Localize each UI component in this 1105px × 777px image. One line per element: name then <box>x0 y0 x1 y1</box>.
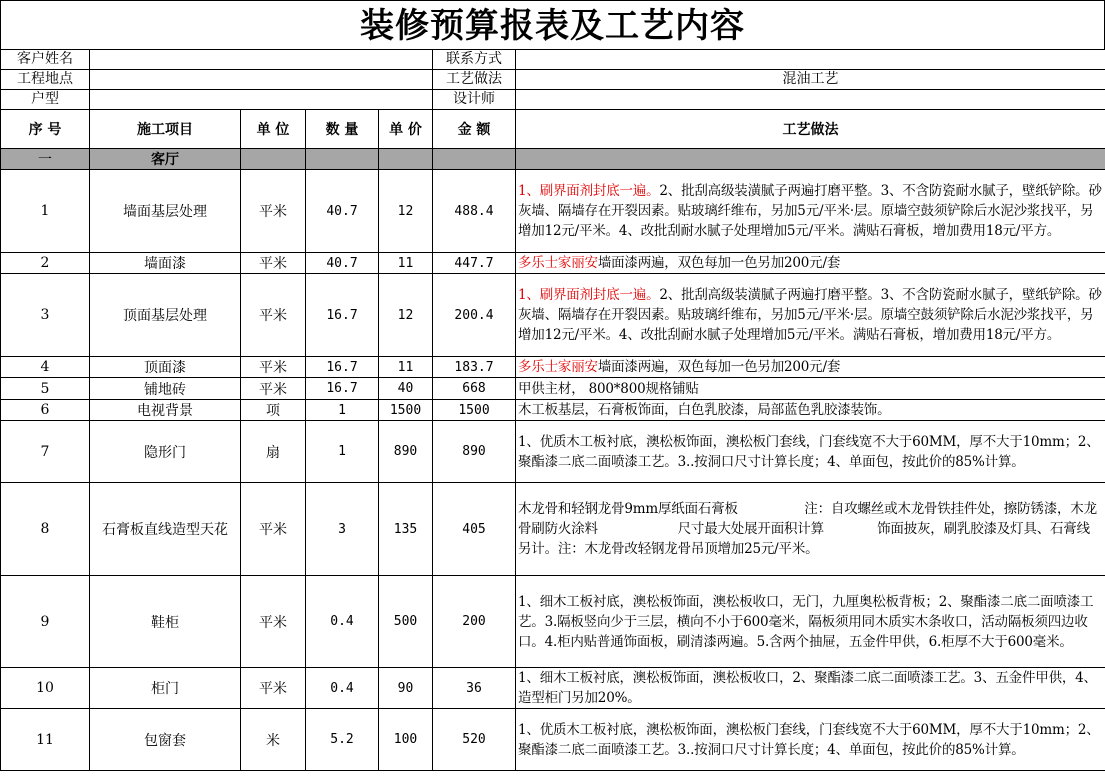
row-item[interactable]: 电视背景 <box>90 400 241 421</box>
row-no[interactable]: 11 <box>1 709 90 771</box>
designer-label: 设计师 <box>433 90 516 110</box>
row-desc-text: 1、优质木工板衬底，澳松板饰面，澳松板门套线，门套线宽不大于60MM，厚不大于10mm；2、聚酯漆二底二面喷漆工艺。3..按洞口尺寸计算长度；4、单面包，按此价的85%计算。 <box>518 721 1100 758</box>
row-unit[interactable]: 扇 <box>241 421 306 483</box>
row-amount[interactable]: 520 <box>433 709 516 771</box>
header-row <box>1 110 1105 149</box>
row-amount[interactable]: 200 <box>433 576 516 668</box>
row-qty[interactable]: 0.4 <box>306 576 379 668</box>
section-name: 客厅 <box>90 149 241 170</box>
row-price[interactable]: 135 <box>379 483 433 576</box>
row-desc-text: 1、细木工板衬底，澳松板饰面，澳松板收口，无门，九厘奥松板背板；2、聚酯漆二底二面喷漆工艺。3.隔板竖向少于三层，横向不小于600毫米，隔板须用同木质实木条收口，活动隔板须四边收口。4.柜内贴普通饰面板，刷清漆两遍。5.含两个抽屉，五金件甲供，6.柜厚不大于600毫米。 <box>518 593 1094 650</box>
table-row <box>1 668 1105 709</box>
table-row <box>1 483 1105 576</box>
row-unit[interactable]: 平米 <box>241 357 306 378</box>
row-unit[interactable]: 平米 <box>241 253 306 274</box>
type-label: 户型 <box>1 90 90 110</box>
row-price[interactable]: 90 <box>379 668 433 709</box>
table-row <box>1 709 1105 771</box>
row-price[interactable]: 11 <box>379 253 433 274</box>
row-desc-text: 木龙骨和轻钢龙骨9mm厚纸面石膏板 注：自攻螺丝或木龙骨铁挂件处，擦防锈漆，木龙骨刷防火涂料 尺寸最大处展开面积计算 饰面披灰，刷乳胶漆及灯具、石膏线另计。注：木龙骨改轻钢龙骨吊顶增加25元/平米。 <box>518 501 1097 557</box>
row-qty[interactable]: 16.7 <box>306 357 379 378</box>
row-no[interactable]: 9 <box>1 576 90 668</box>
row-unit[interactable]: 平米 <box>241 576 306 668</box>
row-desc[interactable] <box>516 170 1105 253</box>
row-unit[interactable]: 平米 <box>241 378 306 400</box>
row-amount[interactable]: 200.4 <box>433 274 516 357</box>
row-desc[interactable] <box>516 253 1105 274</box>
row-item[interactable]: 石膏板直线造型天花 <box>90 483 241 576</box>
row-desc[interactable] <box>516 378 1105 400</box>
section-no: 一 <box>1 149 90 170</box>
row-desc-text: 1、细木工板衬底，澳松板饰面，澳松板收口，2、聚酯漆二底二面喷漆工艺。3、五金件甲供，4、造型柜门另加20%。 <box>518 670 1097 706</box>
row-desc-text: 木工板基层，石膏板饰面，白色乳胶漆，局部蓝色乳胶漆装饰。 <box>518 402 891 418</box>
row-desc[interactable] <box>516 709 1105 771</box>
row-price[interactable]: 12 <box>379 170 433 253</box>
item-rows <box>1 170 1105 771</box>
row-no[interactable]: 10 <box>1 668 90 709</box>
row-desc[interactable] <box>516 400 1105 421</box>
info-row-customer <box>1 50 1105 70</box>
row-price[interactable]: 890 <box>379 421 433 483</box>
row-item[interactable]: 墙面基层处理 <box>90 170 241 253</box>
header-qty: 数 量 <box>306 110 379 149</box>
customer-value[interactable] <box>90 50 433 70</box>
section-row <box>1 149 1105 170</box>
header-unit: 单 位 <box>241 110 306 149</box>
row-desc-highlight: 多乐士家丽安 <box>518 255 598 271</box>
info-row-site <box>1 70 1105 90</box>
row-amount[interactable]: 668 <box>433 378 516 400</box>
site-label: 工程地点 <box>1 70 90 90</box>
craft-value[interactable]: 混油工艺 <box>516 70 1105 90</box>
row-desc[interactable] <box>516 421 1105 483</box>
table-row <box>1 357 1105 378</box>
row-unit[interactable]: 平米 <box>241 274 306 357</box>
row-qty[interactable]: 40.7 <box>306 253 379 274</box>
row-no[interactable]: 3 <box>1 274 90 357</box>
row-item[interactable]: 柜门 <box>90 668 241 709</box>
row-item[interactable]: 顶面漆 <box>90 357 241 378</box>
contact-label: 联系方式 <box>433 50 516 70</box>
sheet-title: 装修预算报表及工艺内容 <box>0 0 1105 50</box>
row-no[interactable]: 1 <box>1 170 90 253</box>
type-value[interactable] <box>90 90 433 110</box>
row-amount[interactable]: 488.4 <box>433 170 516 253</box>
row-desc-text: 墙面漆两遍，双色每加一色另加200元/套 <box>597 359 841 375</box>
row-no[interactable]: 2 <box>1 253 90 274</box>
designer-value[interactable] <box>516 90 1105 110</box>
row-desc-text: 2、批刮高级装潢腻子两遍打磨平整。3、不含防瓷耐水腻子，壁纸铲除。砂灰墙、隔墙存在开裂因素。贴玻璃纤维布，另加5元/平米·层。原墙空鼓须铲除后水泥沙浆找平，另增加12元/平米。4、改批刮耐水腻子处理增加5元/平米。满贴石膏板，增加费用18元/平方。 <box>518 287 1102 343</box>
row-desc-text: 1、优质木工板衬底，澳松板饰面，澳松板门套线，门套线宽不大于60MM，厚不大于10mm；2、聚酯漆二底二面喷漆工艺。3..按洞口尺寸计算长度；4、单面包，按此价的85%计算。 <box>518 433 1100 470</box>
header-no: 序 号 <box>1 110 90 149</box>
header-item: 施工项目 <box>90 110 241 149</box>
row-desc[interactable] <box>516 274 1105 357</box>
row-desc-highlight: 1、刷界面剂封底一遍。 <box>518 287 660 303</box>
row-amount[interactable]: 183.7 <box>433 357 516 378</box>
row-qty[interactable]: 1 <box>306 400 379 421</box>
row-unit[interactable]: 项 <box>241 400 306 421</box>
row-qty[interactable]: 3 <box>306 483 379 576</box>
row-price[interactable]: 500 <box>379 576 433 668</box>
header-price: 单 价 <box>379 110 433 149</box>
row-desc[interactable] <box>516 576 1105 668</box>
row-price[interactable]: 12 <box>379 274 433 357</box>
row-desc[interactable] <box>516 668 1105 709</box>
row-no[interactable]: 7 <box>1 421 90 483</box>
row-unit[interactable]: 平米 <box>241 170 306 253</box>
row-qty[interactable]: 1 <box>306 421 379 483</box>
craft-label: 工艺做法 <box>433 70 516 90</box>
budget-table <box>0 49 1105 771</box>
row-qty[interactable]: 16.7 <box>306 378 379 400</box>
row-amount[interactable]: 36 <box>433 668 516 709</box>
row-unit[interactable]: 米 <box>241 709 306 771</box>
table-row <box>1 253 1105 274</box>
row-price[interactable]: 1500 <box>379 400 433 421</box>
row-qty[interactable]: 5.2 <box>306 709 379 771</box>
row-amount[interactable]: 1500 <box>433 400 516 421</box>
customer-label: 客户姓名 <box>1 50 90 70</box>
row-unit[interactable]: 平米 <box>241 483 306 576</box>
row-no[interactable]: 8 <box>1 483 90 576</box>
row-item[interactable]: 鞋柜 <box>90 576 241 668</box>
info-row-type <box>1 90 1105 110</box>
row-qty[interactable]: 16.7 <box>306 274 379 357</box>
row-desc-text: 甲供主材， 800*800规格铺贴 <box>518 380 699 397</box>
row-item[interactable]: 铺地砖 <box>90 378 241 400</box>
table-row <box>1 421 1105 483</box>
table-row <box>1 274 1105 357</box>
header-amount: 金 额 <box>433 110 516 149</box>
row-qty[interactable]: 40.7 <box>306 170 379 253</box>
row-no[interactable]: 4 <box>1 357 90 378</box>
row-amount[interactable]: 405 <box>433 483 516 576</box>
table-row <box>1 170 1105 253</box>
row-desc-text: 墙面漆两遍，双色每加一色另加200元/套 <box>597 255 841 271</box>
row-desc-text: 2、批刮高级装潢腻子两遍打磨平整。3、不含防瓷耐水腻子，壁纸铲除。砂灰墙、隔墙存在开裂因素。贴玻璃纤维布，另加5元/平米·层。原墙空鼓须铲除后水泥沙浆找平，另增加12元/平米。4、改批刮耐水腻子处理增加5元/平米。满贴石膏板，增加费用18元/平方。 <box>518 183 1102 239</box>
row-amount[interactable]: 890 <box>433 421 516 483</box>
table-row <box>1 576 1105 668</box>
row-item[interactable]: 隐形门 <box>90 421 241 483</box>
row-item[interactable]: 包窗套 <box>90 709 241 771</box>
row-item[interactable]: 墙面漆 <box>90 253 241 274</box>
row-item[interactable]: 顶面基层处理 <box>90 274 241 357</box>
table-row <box>1 400 1105 421</box>
row-qty[interactable]: 0.4 <box>306 668 379 709</box>
row-no[interactable]: 5 <box>1 378 90 400</box>
site-value[interactable] <box>90 70 433 90</box>
row-no[interactable]: 6 <box>1 400 90 421</box>
row-price[interactable]: 11 <box>379 357 433 378</box>
row-desc-highlight: 多乐士家丽安 <box>518 359 598 375</box>
row-desc[interactable] <box>516 483 1105 576</box>
header-desc: 工艺做法 <box>516 110 1105 149</box>
table-row <box>1 378 1105 400</box>
row-desc[interactable] <box>516 357 1105 378</box>
contact-value[interactable] <box>516 50 1105 70</box>
row-price[interactable]: 40 <box>379 378 433 400</box>
row-amount[interactable]: 447.7 <box>433 253 516 274</box>
row-desc-highlight: 1、刷界面剂封底一遍。 <box>518 183 660 199</box>
row-unit[interactable]: 平米 <box>241 668 306 709</box>
row-price[interactable]: 100 <box>379 709 433 771</box>
